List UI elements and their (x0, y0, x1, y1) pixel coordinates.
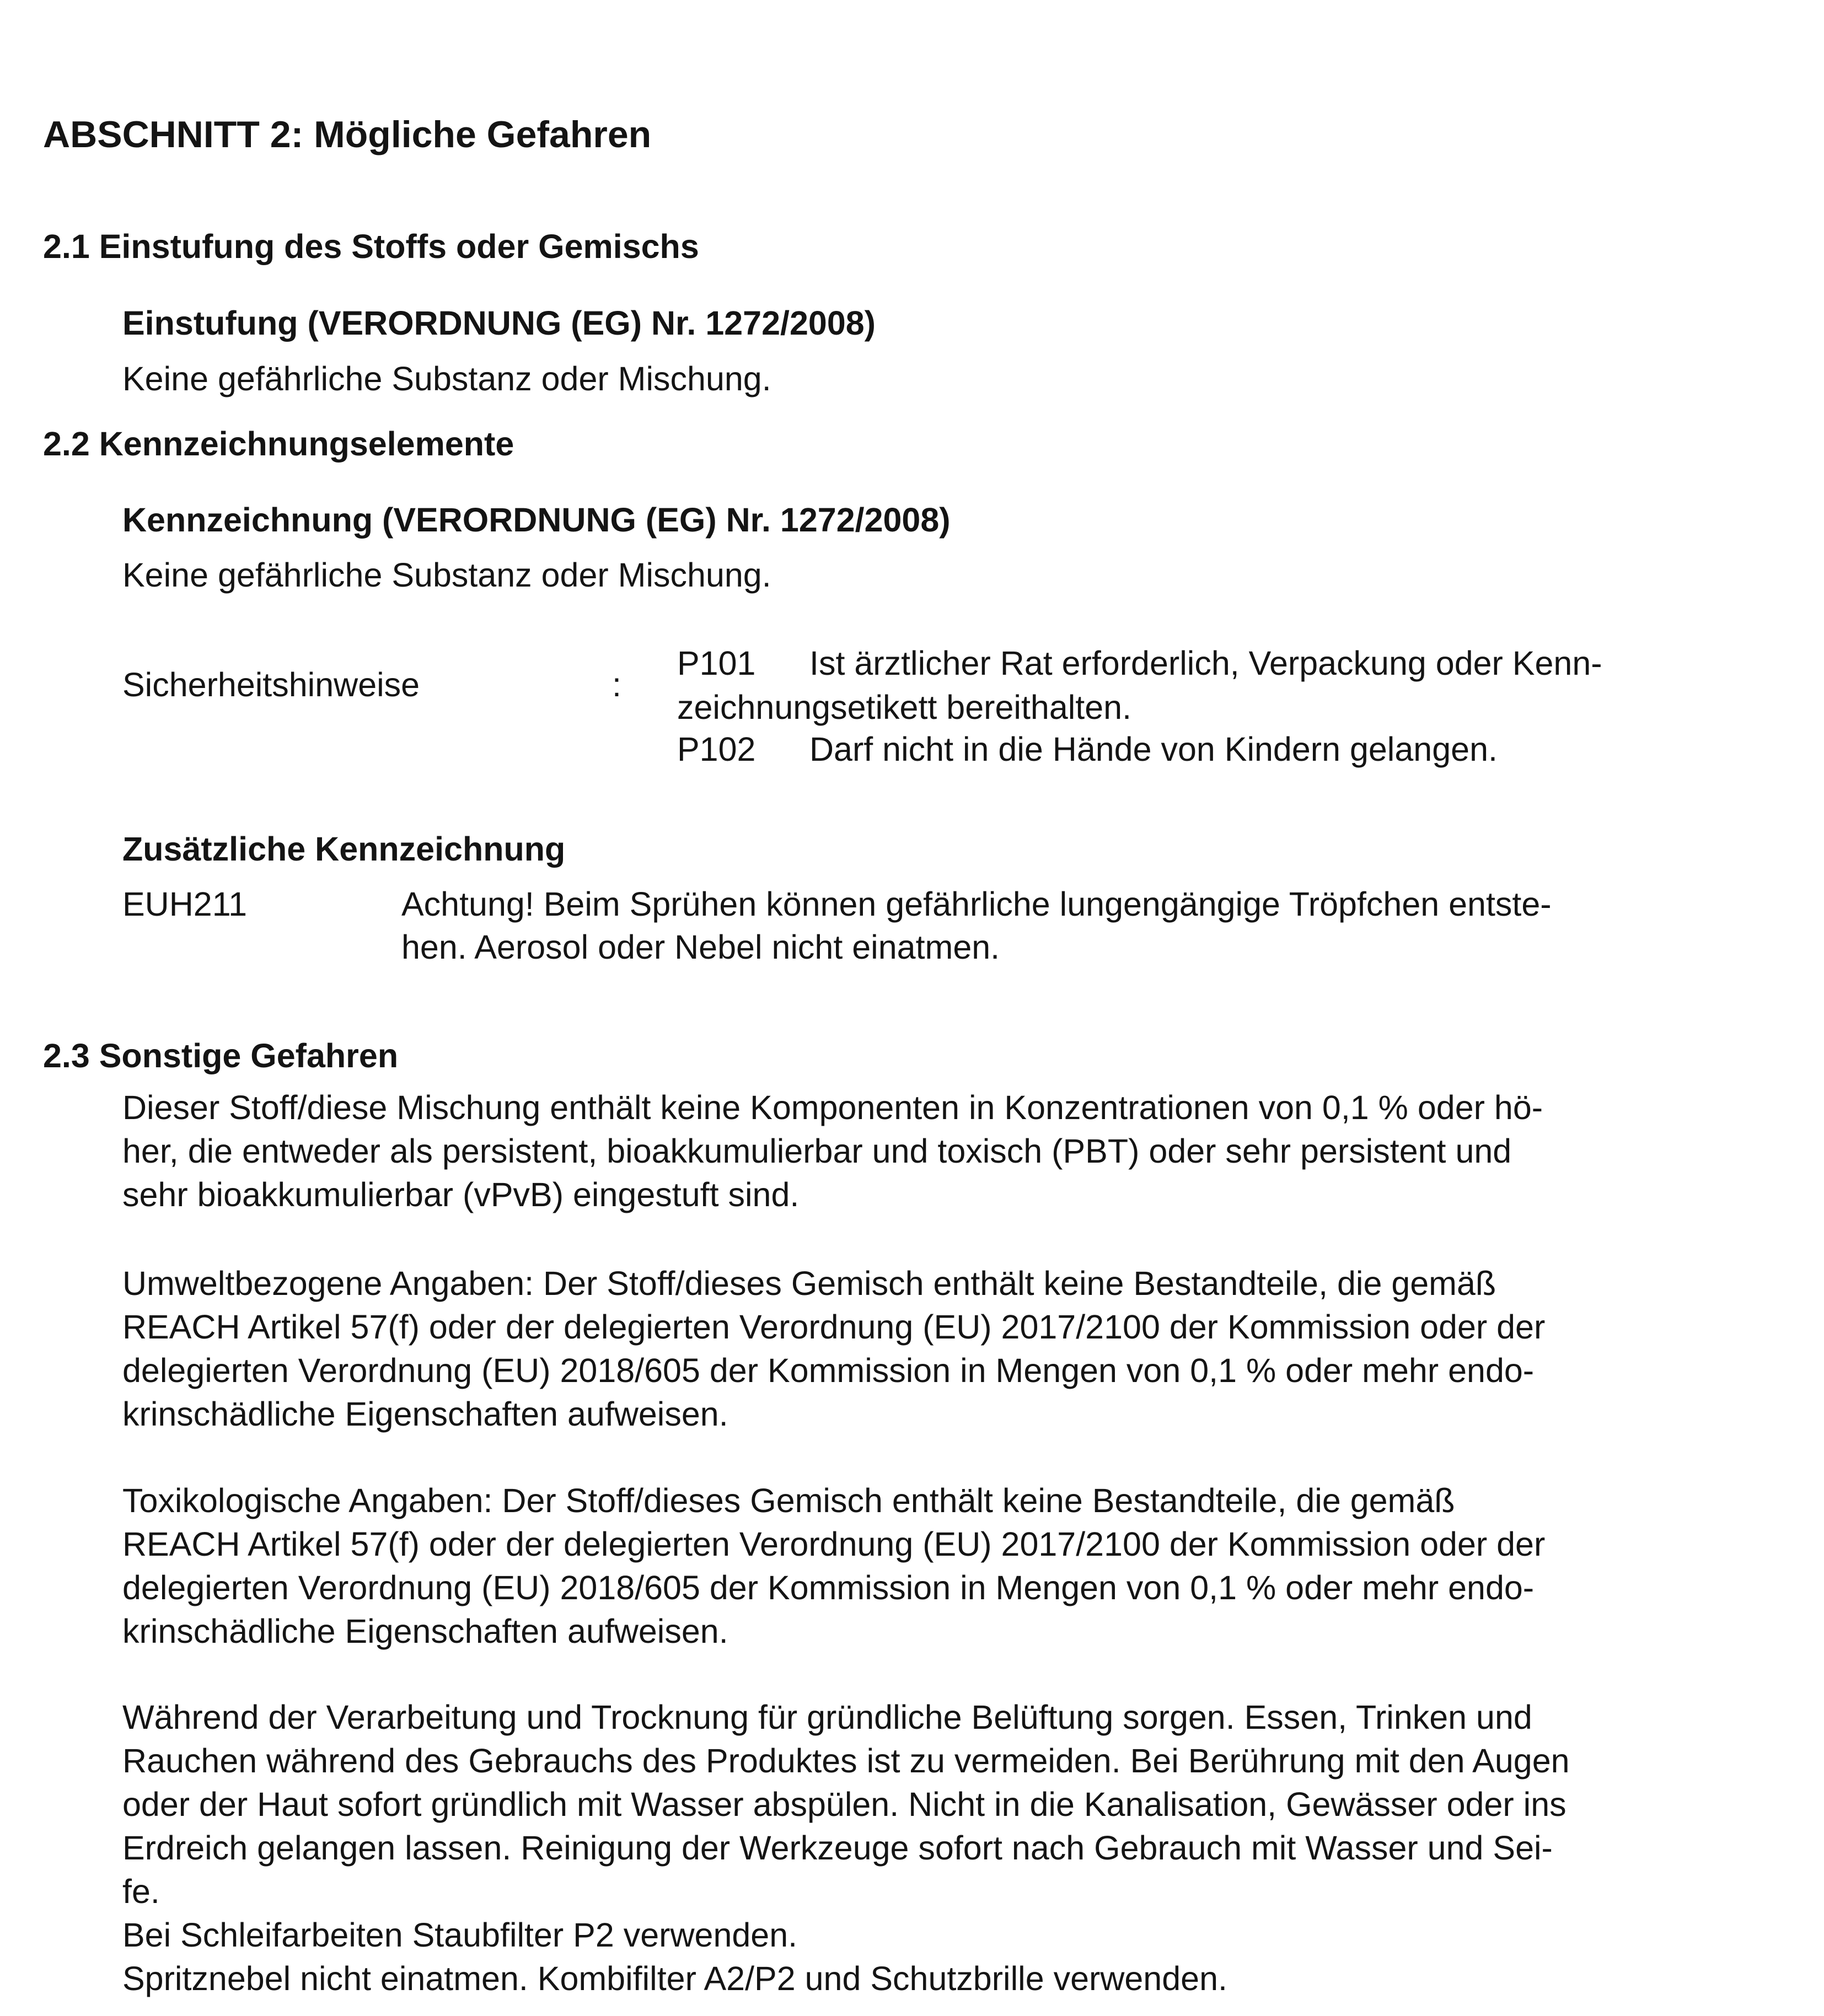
paragraph-line: REACH Artikel 57(f) oder der delegierten Verordnung (EU) 2017/2100 der Kommission oder der (122, 1525, 1546, 1563)
paragraph-line: Umweltbezogene Angaben: Der Stoff/dieses Gemisch enthält keine Bestandteile, die gemäß (122, 1265, 1496, 1302)
labelling-text: Keine gefährliche Substanz oder Mischung. (122, 556, 771, 594)
subsection-2-3-heading: 2.3 Sonstige Gefahren (43, 1037, 399, 1074)
euh-text-line: hen. Aerosol oder Nebel nicht einatmen. (401, 928, 1000, 966)
euh-text-line: Achtung! Beim Sprühen können gefährliche lungengängige Tröpfchen entste- (401, 885, 1552, 923)
paragraph-line: Toxikologische Angaben: Der Stoff/dieses Gemisch enthält keine Bestandteile, die gemäß (122, 1482, 1455, 1519)
handling-paragraph (122, 1696, 1777, 2001)
paragraph-line: Bei Schleifarbeiten Staubfilter P2 verwenden. (122, 1916, 798, 1954)
paragraph-line: Dieser Stoff/diese Mischung enthält keine Komponenten in Konzentrationen von 0,1 % oder hö- (122, 1089, 1543, 1126)
classification-heading: Einstufung (VERORDNUNG (EG) Nr. 1272/2008) (122, 304, 876, 342)
paragraph-line: fe. (122, 1873, 160, 1910)
paragraph-line: oder der Haut sofort gründlich mit Wasser abspülen. Nicht in die Kanalisation, Gewässer oder ins (122, 1786, 1567, 1823)
pbt-paragraph (122, 1086, 1777, 1217)
section-title: ABSCHNITT 2: Mögliche Gefahren (43, 114, 652, 155)
statement-text-line: Darf nicht in die Hände von Kindern gelangen. (809, 730, 1498, 768)
precautionary-label: Sicherheitshinweise (122, 666, 420, 703)
statement-code: P102 (677, 730, 756, 768)
paragraph-line: delegierten Verordnung (EU) 2018/605 der Kommission in Mengen von 0,1 % oder mehr endo- (122, 1352, 1535, 1389)
paragraph-line: Spritznebel nicht einatmen. Kombifilter A2/P2 und Schutzbrille verwenden. (122, 1960, 1227, 1997)
statement-code: P101 (677, 644, 756, 682)
paragraph-line: krinschädliche Eigenschaften aufweisen. (122, 1612, 728, 1650)
paragraph-line: REACH Artikel 57(f) oder der delegierten Verordnung (EU) 2017/2100 der Kommission oder der (122, 1308, 1546, 1346)
paragraph-line: krinschädliche Eigenschaften aufweisen. (122, 1395, 728, 1433)
environmental-paragraph (122, 1262, 1777, 1436)
statement-text-line: zeichnungsetikett bereithalten. (677, 689, 1132, 726)
paragraph-line: her, die entweder als persistent, bioakkumulierbar und toxisch (PBT) oder sehr persistent und (122, 1132, 1512, 1170)
paragraph-line: Erdreich gelangen lassen. Reinigung der Werkzeuge sofort nach Gebrauch mit Wasser und Sei- (122, 1829, 1553, 1867)
statement-text-line: Ist ärztlicher Rat erforderlich, Verpackung oder Kenn- (809, 644, 1602, 682)
precautionary-separator: : (612, 666, 621, 703)
paragraph-line: Rauchen während des Gebrauchs des Produktes ist zu vermeiden. Bei Berührung mit den Augen (122, 1742, 1570, 1780)
toxicological-paragraph (122, 1479, 1777, 1653)
classification-text: Keine gefährliche Substanz oder Mischung. (122, 360, 771, 397)
paragraph-line: delegierten Verordnung (EU) 2018/605 der Kommission in Mengen von 0,1 % oder mehr endo- (122, 1569, 1535, 1606)
paragraph-line: sehr bioakkumulierbar (vPvB) eingestuft sind. (122, 1176, 800, 1213)
subsection-2-1-heading: 2.1 Einstufung des Stoffs oder Gemischs (43, 228, 699, 265)
additional-labelling-heading: Zusätzliche Kennzeichnung (122, 830, 566, 868)
euh-code: EUH211 (122, 885, 248, 923)
paragraph-line: Während der Verarbeitung und Trocknung für gründliche Belüftung sorgen. Essen, Trinken und (122, 1698, 1532, 1736)
labelling-heading: Kennzeichnung (VERORDNUNG (EG) Nr. 1272/2008) (122, 501, 951, 539)
subsection-2-2-heading: 2.2 Kennzeichnungselemente (43, 425, 514, 463)
